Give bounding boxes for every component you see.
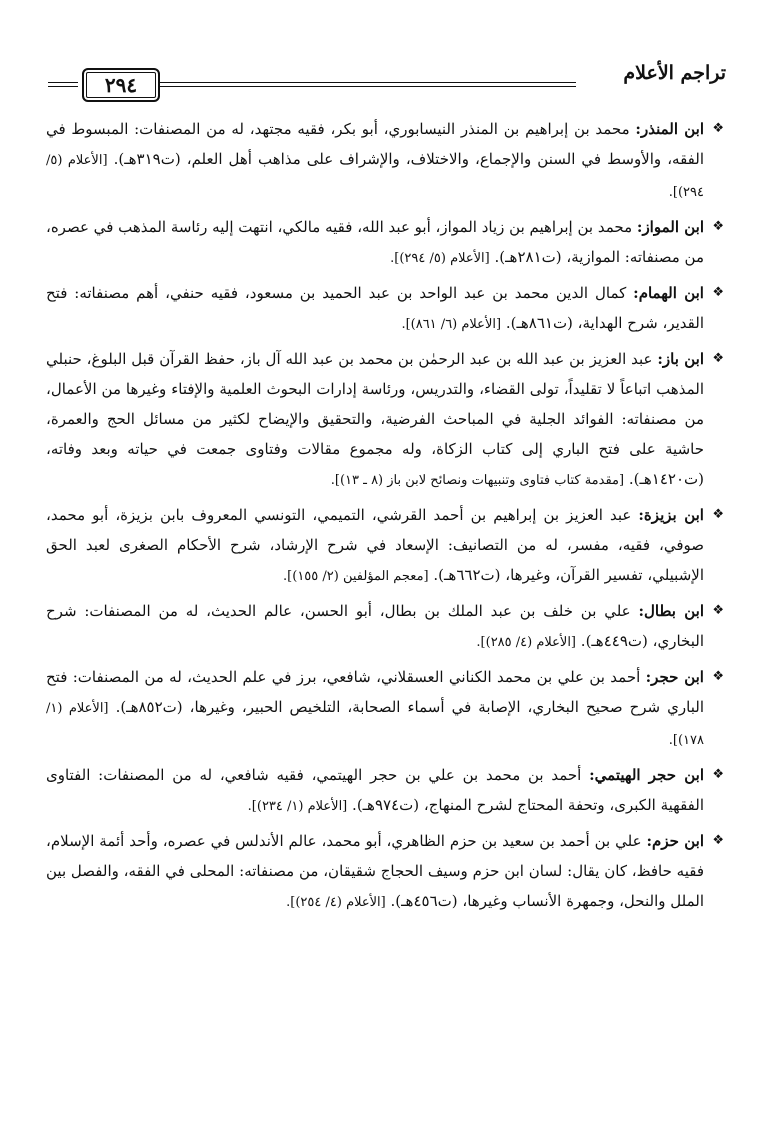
entry-reference: [الأعلام (٦/ ٨٦١)]. xyxy=(401,317,502,332)
bullet-icon: ❖ xyxy=(712,219,724,234)
running-title: تراجم الأعلام xyxy=(623,62,726,84)
entry-ibn-buzayza xyxy=(46,500,724,592)
entry-reference: [الأعلام (٤/ ٢٥٤)]. xyxy=(286,895,386,910)
bullet-icon: ❖ xyxy=(712,351,724,366)
entry-ibn-battal xyxy=(46,596,724,658)
entry-reference: [الأعلام (٥/ ٢٩٤)]. xyxy=(390,251,490,266)
entry-ibn-al-mundhir xyxy=(46,114,724,208)
entry-name: ابن بطال: xyxy=(638,602,704,620)
entry-name: ابن باز: xyxy=(657,350,704,368)
entry-reference: [الأعلام (٤/ ٢٨٥)]. xyxy=(476,635,577,650)
entry-text: محمد بن إبراهيم بن المنذر النيسابوري، أبو بكر، فقيه مجتهد، له من المصنفات: المبسوط في الفقه، والأوسط في السنن والإجماع، والاختلاف، والإشراف على مذاهب أهل العلم، (ت٣١٩هـ). xyxy=(46,120,704,168)
header-rule xyxy=(160,82,576,87)
entry-name: ابن حجر: xyxy=(645,668,704,686)
entry-ibn-baz xyxy=(46,344,724,496)
entry-reference: [الأعلام (١/ ٢٣٤)]. xyxy=(247,799,348,814)
entry-reference: [معجم المؤلفين (٢/ ١٥٥)]. xyxy=(283,569,429,584)
entry-text: أحمد بن محمد بن علي بن حجر الهيتمي، فقيه شافعي، له من المصنفات: الفتاوى الفقهية الكبرى، وتحفة المحتاج لشرح المنهاج، (ت٩٧٤هـ). xyxy=(46,766,704,814)
bullet-icon: ❖ xyxy=(712,507,724,522)
bullet-icon: ❖ xyxy=(712,833,724,848)
bullet-icon: ❖ xyxy=(712,767,724,782)
bullet-icon: ❖ xyxy=(712,603,724,618)
entry-name: ابن بزيزة: xyxy=(638,506,704,524)
entry-text: أحمد بن علي بن محمد الكناني العسقلاني، شافعي، برز في علم الحديث، له من المصنفات: فتح الباري شرح صحيح البخاري، الإصابة في أسماء الصحابة، التلخيص الحبير، وغيرها، (ت٨٥٢هـ). xyxy=(46,668,704,716)
entry-reference: [الأعلام (٥/ ٢٩٤)]. xyxy=(46,153,704,200)
page-number: ٢٩٤ xyxy=(82,68,160,102)
entry-name: ابن الهمام: xyxy=(633,284,704,302)
entry-text: علي بن أحمد بن سعيد بن حزم الظاهري، أبو محمد، عالم الأندلس في عصره، وأحد أئمة الإسلام، فقيه حافظ، كان يقال: لسان ابن حزم وسيف الحجاج شقيقان، من مصنفاته: المحلى في الفقه، والفصل بين الملل والنحل، وجمهرة الأنساب وغيرها، (ت٤٥٦هـ). xyxy=(46,832,704,910)
entry-reference: [مقدمة كتاب فتاوى وتنبيهات ونصائح لابن باز (٨ ـ ١٣)]. xyxy=(330,473,625,488)
bullet-icon: ❖ xyxy=(712,285,724,300)
entry-ibn-hazm xyxy=(46,826,724,918)
entry-text: علي بن خلف بن عبد الملك بن بطال، أبو الحسن، عالم الحديث، له من المصنفات: شرح البخاري، (ت٤٤٩هـ). xyxy=(46,602,704,650)
biography-list xyxy=(46,114,724,922)
entry-text: عبد العزيز بن عبد الله بن عبد الرحمٰن بن محمد بن عبد الله آل باز، حفظ القرآن قبل البلوغ، حنبلي المذهب اتباعاً لا تقليداً، تولى القضاء، والتدريس، ورئاسة إدارات البحوث العلمية والإفتاء وغيرها من الأعمال، من مصنفاته: الفوائد الجلية في المباحث الفرضية، والتحقيق والإيضاح لكثير من مسائل الحج والعمرة، حاشية على فتح الباري إلى كتاب الزكاة، وله مجموع مقالات وفتاوى جمعت في حياته وبعد وفاته، (ت١٤٢٠هـ). xyxy=(46,350,704,488)
entry-name: ابن المواز: xyxy=(636,218,704,236)
entry-text: عبد العزيز بن إبراهيم بن أحمد القرشي، التميمي، التونسي المعروف بابن بزيزة، أبو محمد، صوفي، فقيه، مفسر، له من التصانيف: الإسعاد في شرح الإرشاد، شرح الأحكام الصغرى لعبد الحق الإشبيلي، تفسير القرآن، وغيرها، (ت٦٦٢هـ). xyxy=(46,506,704,584)
bullet-icon: ❖ xyxy=(712,121,724,136)
entry-text: كمال الدين محمد بن عبد الواحد بن عبد الحميد بن مسعود، فقيه حنفي، أهم مصنفاته: فتح القدير، شرح الهداية، (ت٨٦١هـ). xyxy=(46,284,704,332)
entry-name: ابن حجر الهيتمي: xyxy=(589,766,704,784)
entry-ibn-hajar xyxy=(46,662,724,756)
entry-text: محمد بن إبراهيم بن زياد المواز، أبو عبد الله، فقيه مالكي، انتهت إليه رئاسة المذهب في عصره، من مصنفاته: الموازية، (ت٢٨١هـ). xyxy=(45,218,704,266)
entry-name: ابن المنذر: xyxy=(635,120,704,138)
entry-ibn-hajar-al-haytami xyxy=(46,760,724,822)
page-header xyxy=(48,58,732,98)
entry-name: ابن حزم: xyxy=(646,832,705,850)
header-rule-left xyxy=(48,82,78,87)
entry-ibn-al-humam xyxy=(46,278,724,340)
entry-reference: [الأعلام (١/ ١٧٨)]. xyxy=(46,701,704,748)
bullet-icon: ❖ xyxy=(712,669,724,684)
entry-ibn-al-mawwaz xyxy=(46,212,724,274)
